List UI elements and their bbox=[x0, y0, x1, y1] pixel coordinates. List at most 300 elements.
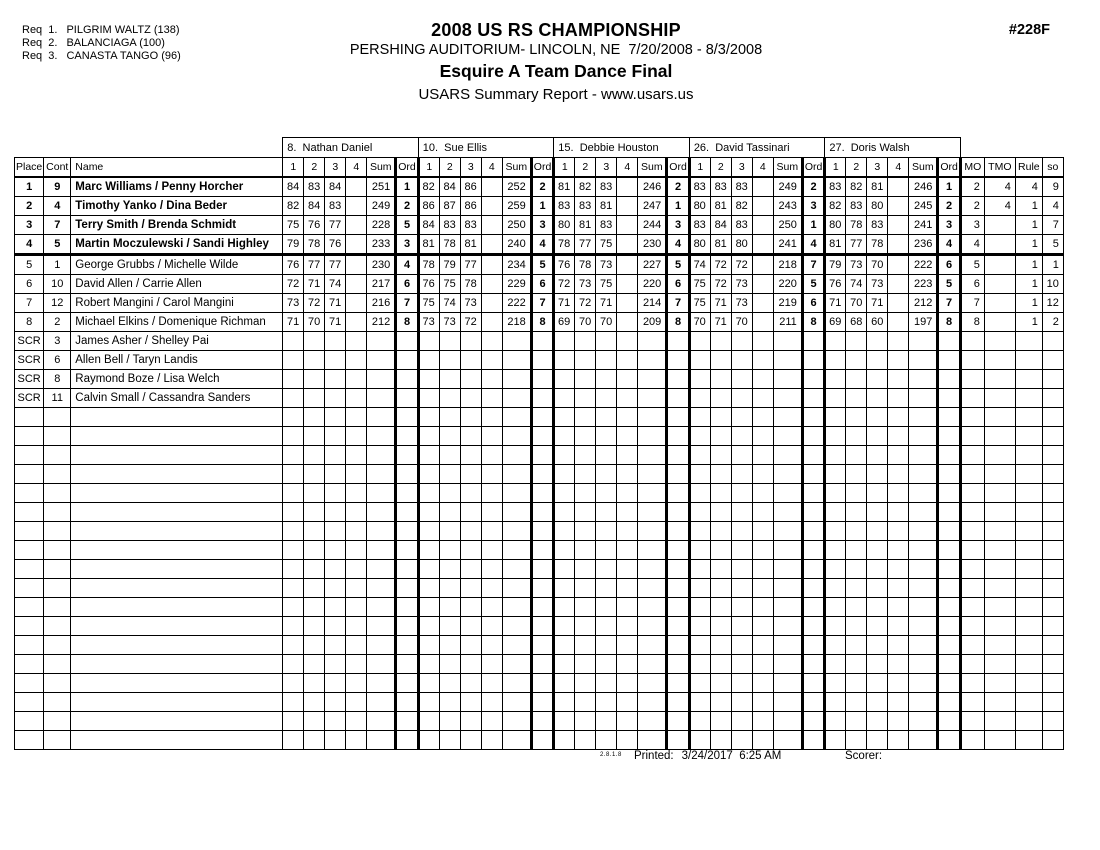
so-cell bbox=[1042, 693, 1063, 712]
ord-cell bbox=[938, 446, 961, 465]
sum-cell: 223 bbox=[909, 275, 938, 294]
ord-cell bbox=[531, 408, 554, 427]
score-cell bbox=[888, 579, 909, 598]
score-cell bbox=[867, 465, 888, 484]
score-cell bbox=[460, 332, 481, 351]
sum-cell bbox=[502, 484, 531, 503]
ord-cell: 8 bbox=[667, 313, 690, 332]
score-cell bbox=[481, 636, 502, 655]
score-cell bbox=[439, 579, 460, 598]
sum-cell bbox=[773, 579, 802, 598]
score-cell bbox=[283, 465, 304, 484]
sum-cell bbox=[773, 503, 802, 522]
score-cell bbox=[554, 484, 575, 503]
score-cell bbox=[554, 731, 575, 750]
score-cell bbox=[481, 313, 502, 332]
score-cell bbox=[481, 235, 502, 255]
score-cell bbox=[575, 408, 596, 427]
score-cell bbox=[752, 408, 773, 427]
ord-cell bbox=[531, 503, 554, 522]
score-cell bbox=[554, 408, 575, 427]
score-cell bbox=[846, 370, 867, 389]
score-cell bbox=[752, 579, 773, 598]
sum-cell bbox=[367, 465, 396, 484]
cont-cell: 11 bbox=[44, 389, 71, 408]
so-cell bbox=[1042, 465, 1063, 484]
score-cell bbox=[481, 294, 502, 313]
score-cell bbox=[867, 484, 888, 503]
col-header-1: 1 bbox=[689, 158, 710, 178]
score-cell bbox=[752, 674, 773, 693]
score-cell bbox=[867, 446, 888, 465]
score-cell: 71 bbox=[325, 294, 346, 313]
score-cell: 77 bbox=[304, 255, 325, 275]
score-cell bbox=[596, 522, 617, 541]
score-cell bbox=[731, 731, 752, 750]
score-cell: 75 bbox=[439, 275, 460, 294]
event-number: #228F bbox=[1008, 22, 1050, 38]
place-cell: SCR bbox=[15, 332, 44, 351]
score-cell bbox=[710, 427, 731, 446]
tmo-cell bbox=[984, 522, 1015, 541]
ord-cell bbox=[667, 389, 690, 408]
score-cell: 74 bbox=[439, 294, 460, 313]
score-cell bbox=[617, 197, 638, 216]
score-cell bbox=[481, 275, 502, 294]
score-cell bbox=[554, 655, 575, 674]
score-cell bbox=[731, 541, 752, 560]
ord-cell bbox=[938, 579, 961, 598]
col-header-ord: Ord bbox=[396, 158, 419, 178]
score-cell bbox=[846, 617, 867, 636]
sum-cell bbox=[773, 636, 802, 655]
score-cell bbox=[346, 693, 367, 712]
score-cell bbox=[418, 522, 439, 541]
ord-cell bbox=[531, 598, 554, 617]
name-cell bbox=[71, 465, 283, 484]
score-cell bbox=[689, 370, 710, 389]
ord-cell bbox=[396, 370, 419, 389]
cont-cell bbox=[44, 446, 71, 465]
ord-cell: 5 bbox=[938, 275, 961, 294]
sum-cell bbox=[773, 598, 802, 617]
name-cell: Marc Williams / Penny Horcher bbox=[71, 177, 283, 197]
score-cell bbox=[752, 370, 773, 389]
sum-cell bbox=[909, 674, 938, 693]
score-cell bbox=[325, 351, 346, 370]
sum-cell: 241 bbox=[909, 216, 938, 235]
ord-cell bbox=[667, 579, 690, 598]
score-cell bbox=[325, 427, 346, 446]
score-cell bbox=[596, 484, 617, 503]
sum-cell bbox=[638, 446, 667, 465]
score-cell bbox=[888, 484, 909, 503]
score-cell bbox=[888, 522, 909, 541]
tmo-cell bbox=[984, 541, 1015, 560]
score-cell bbox=[481, 503, 502, 522]
score-cell bbox=[752, 503, 773, 522]
rule-cell: 1 bbox=[1015, 255, 1042, 275]
score-cell bbox=[617, 655, 638, 674]
sum-cell bbox=[502, 655, 531, 674]
results-table bbox=[14, 137, 1064, 750]
score-cell bbox=[888, 255, 909, 275]
score-cell bbox=[575, 674, 596, 693]
score-cell bbox=[867, 351, 888, 370]
score-cell bbox=[825, 465, 846, 484]
ord-cell bbox=[802, 617, 825, 636]
score-cell bbox=[867, 731, 888, 750]
col-header-4: 4 bbox=[888, 158, 909, 178]
score-cell bbox=[617, 503, 638, 522]
score-cell bbox=[710, 541, 731, 560]
ord-cell bbox=[938, 408, 961, 427]
score-cell: 72 bbox=[283, 275, 304, 294]
ord-cell: 2 bbox=[667, 177, 690, 197]
score-cell bbox=[283, 484, 304, 503]
score-cell bbox=[846, 655, 867, 674]
score-cell: 82 bbox=[283, 197, 304, 216]
cont-cell bbox=[44, 598, 71, 617]
score-cell: 78 bbox=[554, 235, 575, 255]
score-cell bbox=[346, 636, 367, 655]
sum-cell bbox=[638, 503, 667, 522]
sum-cell bbox=[909, 389, 938, 408]
tmo-cell bbox=[984, 216, 1015, 235]
score-cell: 86 bbox=[418, 197, 439, 216]
score-cell bbox=[710, 617, 731, 636]
name-cell: Terry Smith / Brenda Schmidt bbox=[71, 216, 283, 235]
score-cell bbox=[460, 693, 481, 712]
score-cell bbox=[731, 389, 752, 408]
mo-cell: 6 bbox=[960, 275, 984, 294]
sum-cell bbox=[638, 617, 667, 636]
tmo-cell bbox=[984, 484, 1015, 503]
sum-cell: 212 bbox=[367, 313, 396, 332]
name-cell bbox=[71, 522, 283, 541]
ord-cell bbox=[396, 503, 419, 522]
score-cell: 75 bbox=[689, 275, 710, 294]
sum-cell: 228 bbox=[367, 216, 396, 235]
score-cell bbox=[325, 522, 346, 541]
tmo-cell bbox=[984, 446, 1015, 465]
sum-cell: 211 bbox=[773, 313, 802, 332]
so-cell bbox=[1042, 731, 1063, 750]
score-cell bbox=[575, 484, 596, 503]
score-cell bbox=[752, 541, 773, 560]
sum-cell bbox=[367, 731, 396, 750]
score-cell bbox=[596, 446, 617, 465]
score-cell bbox=[731, 351, 752, 370]
score-cell bbox=[731, 446, 752, 465]
rule-cell bbox=[1015, 712, 1042, 731]
ord-cell bbox=[667, 636, 690, 655]
sum-cell bbox=[909, 579, 938, 598]
venue-and-dates: PERSHING AUDITORIUM- LINCOLN, NE 7/20/2008 - 8/3/2008 bbox=[349, 42, 763, 58]
score-cell bbox=[481, 731, 502, 750]
so-cell bbox=[1042, 674, 1063, 693]
ord-cell: 1 bbox=[802, 216, 825, 235]
score-cell bbox=[617, 598, 638, 617]
score-cell bbox=[554, 560, 575, 579]
score-cell bbox=[418, 579, 439, 598]
score-cell bbox=[752, 617, 773, 636]
sum-cell bbox=[367, 598, 396, 617]
score-cell bbox=[481, 712, 502, 731]
score-cell: 75 bbox=[689, 294, 710, 313]
score-cell bbox=[575, 389, 596, 408]
tmo-cell bbox=[984, 294, 1015, 313]
score-cell bbox=[304, 503, 325, 522]
score-cell: 60 bbox=[867, 313, 888, 332]
so-cell bbox=[1042, 522, 1063, 541]
score-cell: 76 bbox=[418, 275, 439, 294]
score-cell bbox=[825, 731, 846, 750]
sum-cell bbox=[367, 427, 396, 446]
so-cell bbox=[1042, 503, 1063, 522]
score-cell bbox=[731, 579, 752, 598]
ord-cell bbox=[396, 332, 419, 351]
score-cell bbox=[418, 389, 439, 408]
score-cell bbox=[418, 351, 439, 370]
score-cell bbox=[596, 598, 617, 617]
score-cell bbox=[846, 465, 867, 484]
rule-cell bbox=[1015, 484, 1042, 503]
score-cell bbox=[283, 674, 304, 693]
place-cell: 4 bbox=[15, 235, 44, 255]
so-cell: 12 bbox=[1042, 294, 1063, 313]
score-cell: 81 bbox=[575, 216, 596, 235]
sum-cell bbox=[367, 579, 396, 598]
score-cell bbox=[825, 674, 846, 693]
score-cell bbox=[418, 370, 439, 389]
sum-cell: 246 bbox=[638, 177, 667, 197]
tmo-cell bbox=[984, 389, 1015, 408]
score-cell: 79 bbox=[825, 255, 846, 275]
sum-cell bbox=[909, 636, 938, 655]
sum-cell: 220 bbox=[638, 275, 667, 294]
name-cell: Timothy Yanko / Dina Beder bbox=[71, 197, 283, 216]
score-cell bbox=[460, 636, 481, 655]
score-cell: 72 bbox=[304, 294, 325, 313]
name-cell: James Asher / Shelley Pai bbox=[71, 332, 283, 351]
score-cell bbox=[481, 598, 502, 617]
score-cell bbox=[575, 693, 596, 712]
sum-cell bbox=[367, 674, 396, 693]
score-cell bbox=[617, 636, 638, 655]
score-cell bbox=[481, 177, 502, 197]
place-cell bbox=[15, 693, 44, 712]
score-cell bbox=[617, 522, 638, 541]
so-cell bbox=[1042, 332, 1063, 351]
sum-cell bbox=[502, 598, 531, 617]
score-cell bbox=[575, 579, 596, 598]
ord-cell bbox=[667, 712, 690, 731]
ord-cell bbox=[667, 541, 690, 560]
score-cell bbox=[460, 408, 481, 427]
sum-cell: 197 bbox=[909, 313, 938, 332]
score-cell: 70 bbox=[596, 313, 617, 332]
score-cell bbox=[283, 598, 304, 617]
place-cell: SCR bbox=[15, 389, 44, 408]
score-cell: 73 bbox=[731, 294, 752, 313]
sum-cell bbox=[638, 636, 667, 655]
score-cell: 83 bbox=[689, 177, 710, 197]
place-cell bbox=[15, 427, 44, 446]
score-cell bbox=[752, 427, 773, 446]
score-cell: 81 bbox=[825, 235, 846, 255]
score-cell bbox=[346, 275, 367, 294]
score-cell bbox=[752, 177, 773, 197]
score-cell: 82 bbox=[731, 197, 752, 216]
name-cell bbox=[71, 541, 283, 560]
printed-line bbox=[634, 750, 781, 762]
ord-cell: 4 bbox=[531, 235, 554, 255]
so-cell: 5 bbox=[1042, 235, 1063, 255]
score-cell bbox=[304, 522, 325, 541]
score-cell: 83 bbox=[596, 216, 617, 235]
score-cell bbox=[596, 731, 617, 750]
score-cell bbox=[575, 712, 596, 731]
so-cell: 10 bbox=[1042, 275, 1063, 294]
tmo-cell bbox=[984, 275, 1015, 294]
score-cell: 86 bbox=[460, 197, 481, 216]
mo-cell: 2 bbox=[960, 197, 984, 216]
score-cell bbox=[460, 598, 481, 617]
tmo-cell bbox=[984, 332, 1015, 351]
ord-cell: 6 bbox=[396, 275, 419, 294]
col-header-ord: Ord bbox=[531, 158, 554, 178]
mo-cell bbox=[960, 332, 984, 351]
ord-cell bbox=[802, 655, 825, 674]
score-cell bbox=[710, 579, 731, 598]
score-cell: 68 bbox=[846, 313, 867, 332]
sum-cell: 251 bbox=[367, 177, 396, 197]
ord-cell bbox=[531, 655, 554, 674]
requirement-name: PILGRIM WALTZ (138) bbox=[66, 24, 180, 36]
score-cell bbox=[617, 617, 638, 636]
score-cell bbox=[846, 351, 867, 370]
requirement-label: Req 3. bbox=[22, 50, 58, 62]
score-cell bbox=[325, 446, 346, 465]
score-cell bbox=[283, 522, 304, 541]
score-cell bbox=[346, 294, 367, 313]
tmo-cell bbox=[984, 674, 1015, 693]
score-cell bbox=[596, 674, 617, 693]
score-cell bbox=[346, 465, 367, 484]
cont-cell bbox=[44, 731, 71, 750]
sum-cell bbox=[502, 636, 531, 655]
score-cell bbox=[888, 503, 909, 522]
score-cell: 75 bbox=[283, 216, 304, 235]
ord-cell bbox=[938, 389, 961, 408]
ord-cell bbox=[531, 351, 554, 370]
col-header-2: 2 bbox=[304, 158, 325, 178]
sum-cell bbox=[773, 655, 802, 674]
score-cell bbox=[867, 503, 888, 522]
score-cell bbox=[346, 712, 367, 731]
score-cell: 73 bbox=[867, 275, 888, 294]
score-cell bbox=[596, 503, 617, 522]
cont-cell: 3 bbox=[44, 332, 71, 351]
mo-cell bbox=[960, 427, 984, 446]
score-cell bbox=[846, 503, 867, 522]
score-cell bbox=[617, 427, 638, 446]
sum-cell bbox=[367, 636, 396, 655]
score-cell bbox=[617, 275, 638, 294]
score-cell bbox=[689, 484, 710, 503]
score-cell bbox=[731, 465, 752, 484]
sum-cell bbox=[502, 617, 531, 636]
printed-label: Printed: bbox=[634, 750, 674, 762]
tmo-cell bbox=[984, 617, 1015, 636]
score-cell bbox=[846, 712, 867, 731]
score-cell: 81 bbox=[460, 235, 481, 255]
score-cell bbox=[867, 541, 888, 560]
name-cell bbox=[71, 408, 283, 427]
so-cell bbox=[1042, 712, 1063, 731]
score-cell bbox=[867, 579, 888, 598]
sum-cell bbox=[638, 332, 667, 351]
col-header-4: 4 bbox=[617, 158, 638, 178]
ord-cell bbox=[802, 636, 825, 655]
score-cell bbox=[752, 294, 773, 313]
score-cell: 73 bbox=[283, 294, 304, 313]
ord-cell bbox=[667, 446, 690, 465]
sum-cell: 247 bbox=[638, 197, 667, 216]
name-cell bbox=[71, 731, 283, 750]
ord-cell bbox=[667, 560, 690, 579]
score-cell bbox=[596, 712, 617, 731]
version-text: 2.8.1.8 bbox=[600, 752, 622, 758]
rule-cell bbox=[1015, 636, 1042, 655]
ord-cell bbox=[667, 617, 690, 636]
score-cell: 83 bbox=[689, 216, 710, 235]
score-cell bbox=[617, 693, 638, 712]
ord-cell bbox=[531, 636, 554, 655]
ord-cell bbox=[938, 731, 961, 750]
tmo-cell bbox=[984, 235, 1015, 255]
score-cell bbox=[304, 484, 325, 503]
cont-cell: 2 bbox=[44, 313, 71, 332]
col-header-1: 1 bbox=[418, 158, 439, 178]
score-cell bbox=[283, 560, 304, 579]
place-cell bbox=[15, 598, 44, 617]
score-cell bbox=[418, 484, 439, 503]
score-cell bbox=[439, 560, 460, 579]
score-cell bbox=[689, 465, 710, 484]
score-cell bbox=[731, 560, 752, 579]
sum-cell: 230 bbox=[367, 255, 396, 275]
score-cell bbox=[689, 731, 710, 750]
score-cell bbox=[825, 446, 846, 465]
ord-cell: 7 bbox=[802, 255, 825, 275]
place-cell: SCR bbox=[15, 370, 44, 389]
score-cell bbox=[752, 275, 773, 294]
score-cell bbox=[283, 351, 304, 370]
sum-cell bbox=[502, 408, 531, 427]
score-cell bbox=[418, 617, 439, 636]
place-cell: 7 bbox=[15, 294, 44, 313]
sum-cell: 216 bbox=[367, 294, 396, 313]
ord-cell bbox=[802, 408, 825, 427]
sum-cell bbox=[502, 427, 531, 446]
score-cell bbox=[554, 674, 575, 693]
score-cell bbox=[439, 522, 460, 541]
sum-cell bbox=[638, 541, 667, 560]
score-cell bbox=[481, 332, 502, 351]
score-cell bbox=[439, 370, 460, 389]
